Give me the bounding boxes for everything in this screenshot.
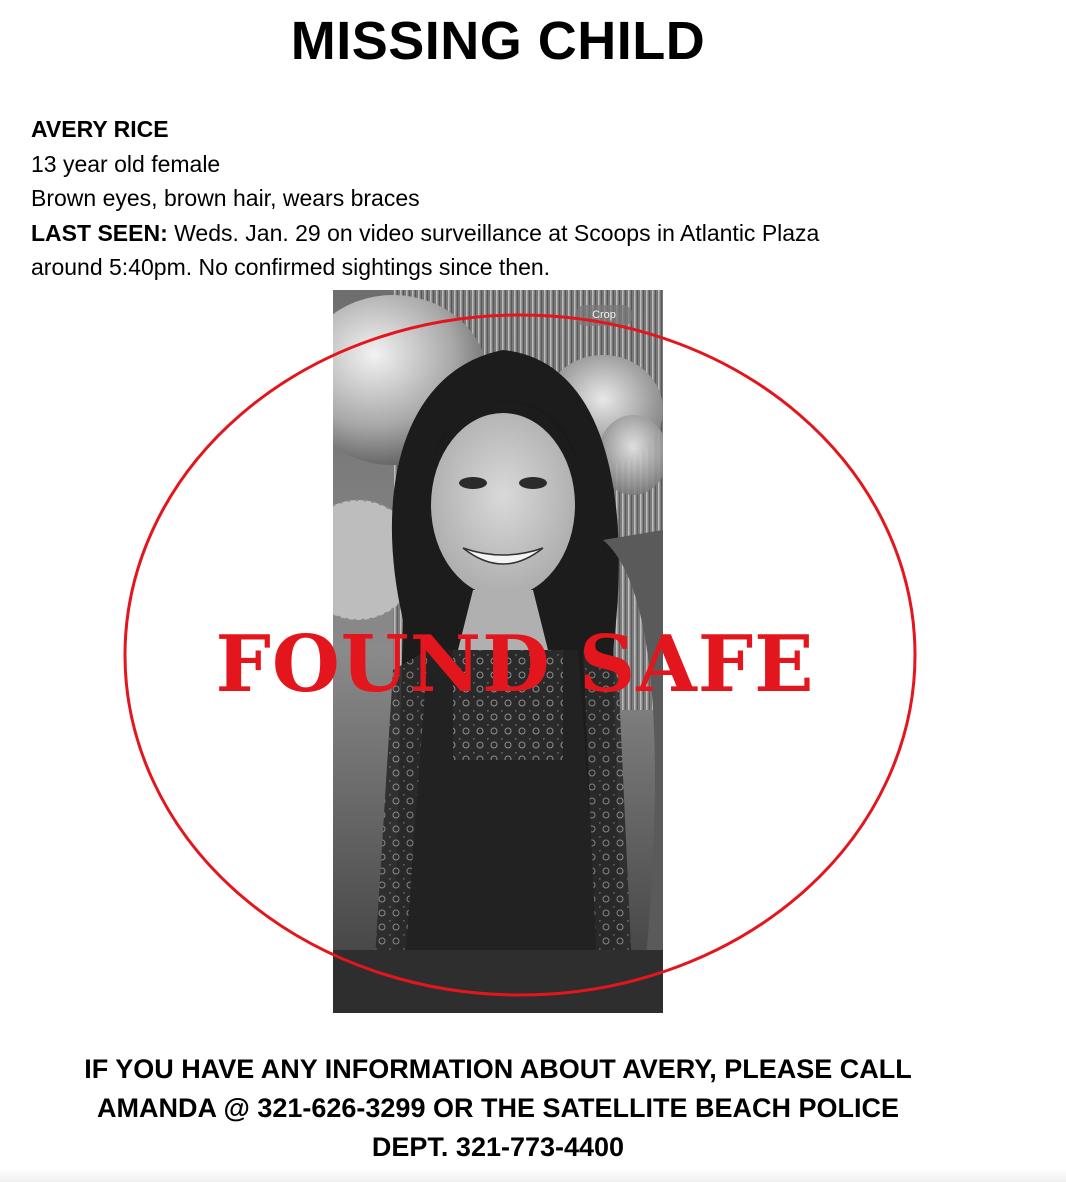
contact-line-1: IF YOU HAVE ANY INFORMATION ABOUT AVERY, PLEASE CALL	[84, 1054, 912, 1084]
last-seen-continued: around 5:40pm. No confirmed sightings since then.	[31, 254, 551, 280]
contact-line-3: DEPT. 321-773-4400	[371, 1132, 625, 1162]
child-name: AVERY RICE	[31, 116, 169, 142]
child-details	[31, 112, 1031, 285]
child-description: Brown eyes, brown hair, wears braces	[31, 185, 420, 211]
contact-line-2: AMANDA @ 321-626-3299 OR THE SATELLITE BEACH POLICE	[97, 1093, 899, 1123]
contact-info	[0, 1050, 996, 1167]
found-safe-stamp: FOUND SAFE	[215, 619, 815, 710]
last-seen-label: LAST SEEN:	[31, 219, 168, 246]
child-age-sex: 13 year old female	[31, 150, 221, 177]
crop-button: Crop	[575, 305, 633, 326]
bottom-edge	[0, 1168, 1066, 1182]
last-seen-text: Weds. Jan. 29 on video surveillance at Scoops in Atlantic Plaza	[167, 219, 820, 246]
last-seen-line	[31, 216, 1031, 251]
poster-title: MISSING CHILD	[290, 11, 706, 71]
